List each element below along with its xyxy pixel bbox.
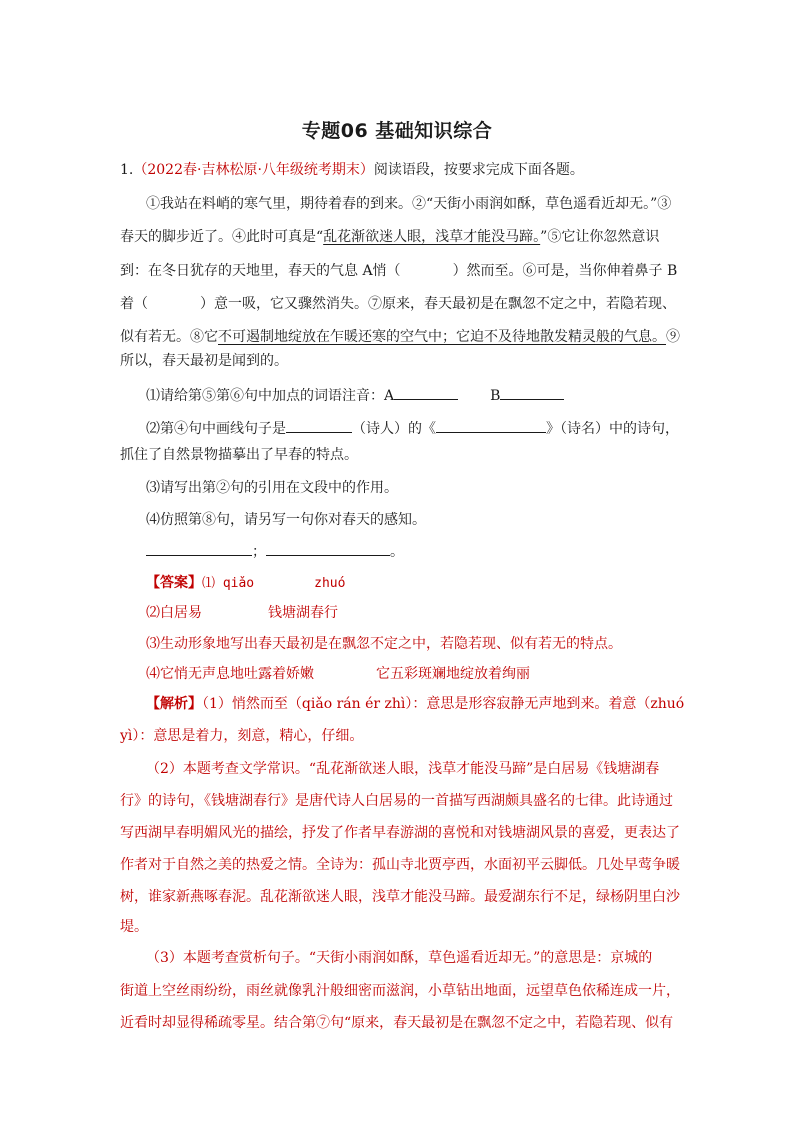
answer-text: 钱塘湖春行 <box>268 605 338 621</box>
passage-line <box>120 327 690 347</box>
analysis-key-label: 【解析】 <box>146 696 202 712</box>
underlined-poem-line: 乱花渐欲迷人眼，浅草才能没马蹄。 <box>323 229 541 245</box>
analysis-text: （1）悄然而至（qiǎo rán ér zhì）：意思是形容寂静无声地到来。着意（zhuó <box>202 696 685 712</box>
answer-line-3: ⑶生动形象地写出春天最初是在飘忽不定之中，若隐若现、似有若无的特点。 <box>146 636 622 652</box>
analysis-line: 近看时却显得稀疏零星。结合第⑦句“原来，春天最初是在飘忽不定之中，若隐若现、似有 <box>120 1015 674 1031</box>
question-source: （2022春·吉林松原·八年级统考期末） <box>133 162 374 178</box>
question-header <box>120 160 690 180</box>
sub-question-1 <box>146 385 716 406</box>
analysis-line: 行》的诗句，《钱塘湖春行》是唐代诗人白居易的一首描写西湖颇具盛名的七律。此诗通过 <box>120 793 673 809</box>
passage-line: ①我站在料峭的寒气里，期待着春的到来。②“天街小雨润如酥，草色遥看近却无。”③ <box>146 196 672 212</box>
passage-line: 所以，春天最初是闻到的。 <box>120 353 288 369</box>
analysis-line: 作者对于自然之美的热爱之情。全诗为：孤山寺北贾亭西，水面初平云脚低。几处早莺争暖 <box>120 857 680 873</box>
answer-text: zhuó <box>314 576 346 591</box>
passage-text: ）意一吸，它又骤然消失。⑦原来，春天最初是在飘忽不定之中，若隐若现、 <box>200 296 676 312</box>
page-title: 专题06 基础知识综合 <box>301 120 493 142</box>
answer-blank-a[interactable] <box>394 385 458 400</box>
analysis-line: 街道上空丝雨纷纷，雨丝就像乳汁般细密而滋润，小草钻出地面，远望草色依稀连成一片， <box>120 983 680 999</box>
question-text: 》（诗名）中的诗句， <box>546 421 679 437</box>
poem-title-blank[interactable] <box>436 418 546 433</box>
sub-question-4-blanks <box>146 541 716 562</box>
analysis-line: 堤。 <box>120 919 148 935</box>
answer-text: ⑵白居易 <box>146 605 202 621</box>
question-instruction: 阅读语段，按要求完成下面各题。 <box>373 162 584 178</box>
sub-question-4: ⑷仿照第⑧句，请另写一句你对春天的感知。 <box>146 512 426 528</box>
analysis-line: 树，谁家新燕啄春泥。乱花渐欲迷人眼，浅草才能没马蹄。最爱湖东行不足，绿杨阴里白沙 <box>120 889 680 905</box>
passage-line <box>120 294 690 314</box>
analysis-line: 写西湖早春明媚风光的描绘，抒发了作者早春游湖的喜悦和对钱塘湖风景的喜爱，更表达了 <box>120 825 680 841</box>
passage-text: 着（ <box>120 296 148 312</box>
question-text: ⑴请给第⑤第⑥句中加点的词语注音：A <box>146 388 395 404</box>
answer-blank-1[interactable] <box>146 541 252 556</box>
separator: ； <box>252 544 266 560</box>
answer-key-label: 【答案】 <box>146 575 202 591</box>
analysis-line: （3）本题考查赏析句子。“天街小雨润如酥，草色遥看近却无。”的意思是：京城的 <box>146 950 653 966</box>
analysis-line: （2）本题考查文学常识。“乱花渐欲迷人眼，浅草才能没马蹄”是白居易《钱塘湖春 <box>146 761 660 777</box>
passage-text: ）然而至。⑥可是，当你伸着鼻子 B <box>452 263 678 279</box>
answer-blank-b[interactable] <box>500 385 564 400</box>
sub-question-2-cont: 抓住了自然景物描摹出了早春的特点。 <box>120 447 358 463</box>
sub-question-2 <box>146 418 716 439</box>
answer-text: 它五彩斑斓地绽放着绚丽 <box>376 666 530 682</box>
answer-text: ⑴ qiǎo <box>202 576 255 591</box>
answer-line-2 <box>146 603 716 623</box>
passage-text: 到：在冬日犹存的天地里，春天的气息 A悄（ <box>120 263 401 279</box>
passage-text: 似有若无。⑧它 <box>120 329 218 345</box>
underlined-sentence: 不可遏制地绽放在乍暖还寒的空气中；它迫不及待地散发精灵般的气息。 <box>218 329 666 345</box>
passage-text: ⑨ <box>666 329 680 345</box>
period: 。 <box>390 544 404 560</box>
sub-question-3: ⑶请写出第②句的引用在文段中的作用。 <box>146 480 398 496</box>
answer-blank-2[interactable] <box>266 541 390 556</box>
passage-line <box>120 227 690 247</box>
question-text: （诗人）的《 <box>352 421 436 437</box>
passage-line <box>120 261 690 281</box>
answer-line-1 <box>146 573 716 594</box>
answer-text: ⑷它悄无声息地吐露着娇嫩 <box>146 666 314 682</box>
passage-text: ”⑤它让你忽然意识 <box>540 229 660 245</box>
passage-text: 春天的脚步近了。④此时可真是“ <box>120 229 324 245</box>
question-text: B <box>490 388 501 404</box>
answer-line-4 <box>146 664 716 684</box>
question-number: 1. <box>120 162 134 178</box>
poet-blank[interactable] <box>286 418 352 433</box>
analysis-line <box>146 694 716 714</box>
question-text: ⑵第④句中画线句子是 <box>146 421 286 437</box>
analysis-line: yì）：意思是着力，刻意，精心，仔细。 <box>120 728 364 744</box>
